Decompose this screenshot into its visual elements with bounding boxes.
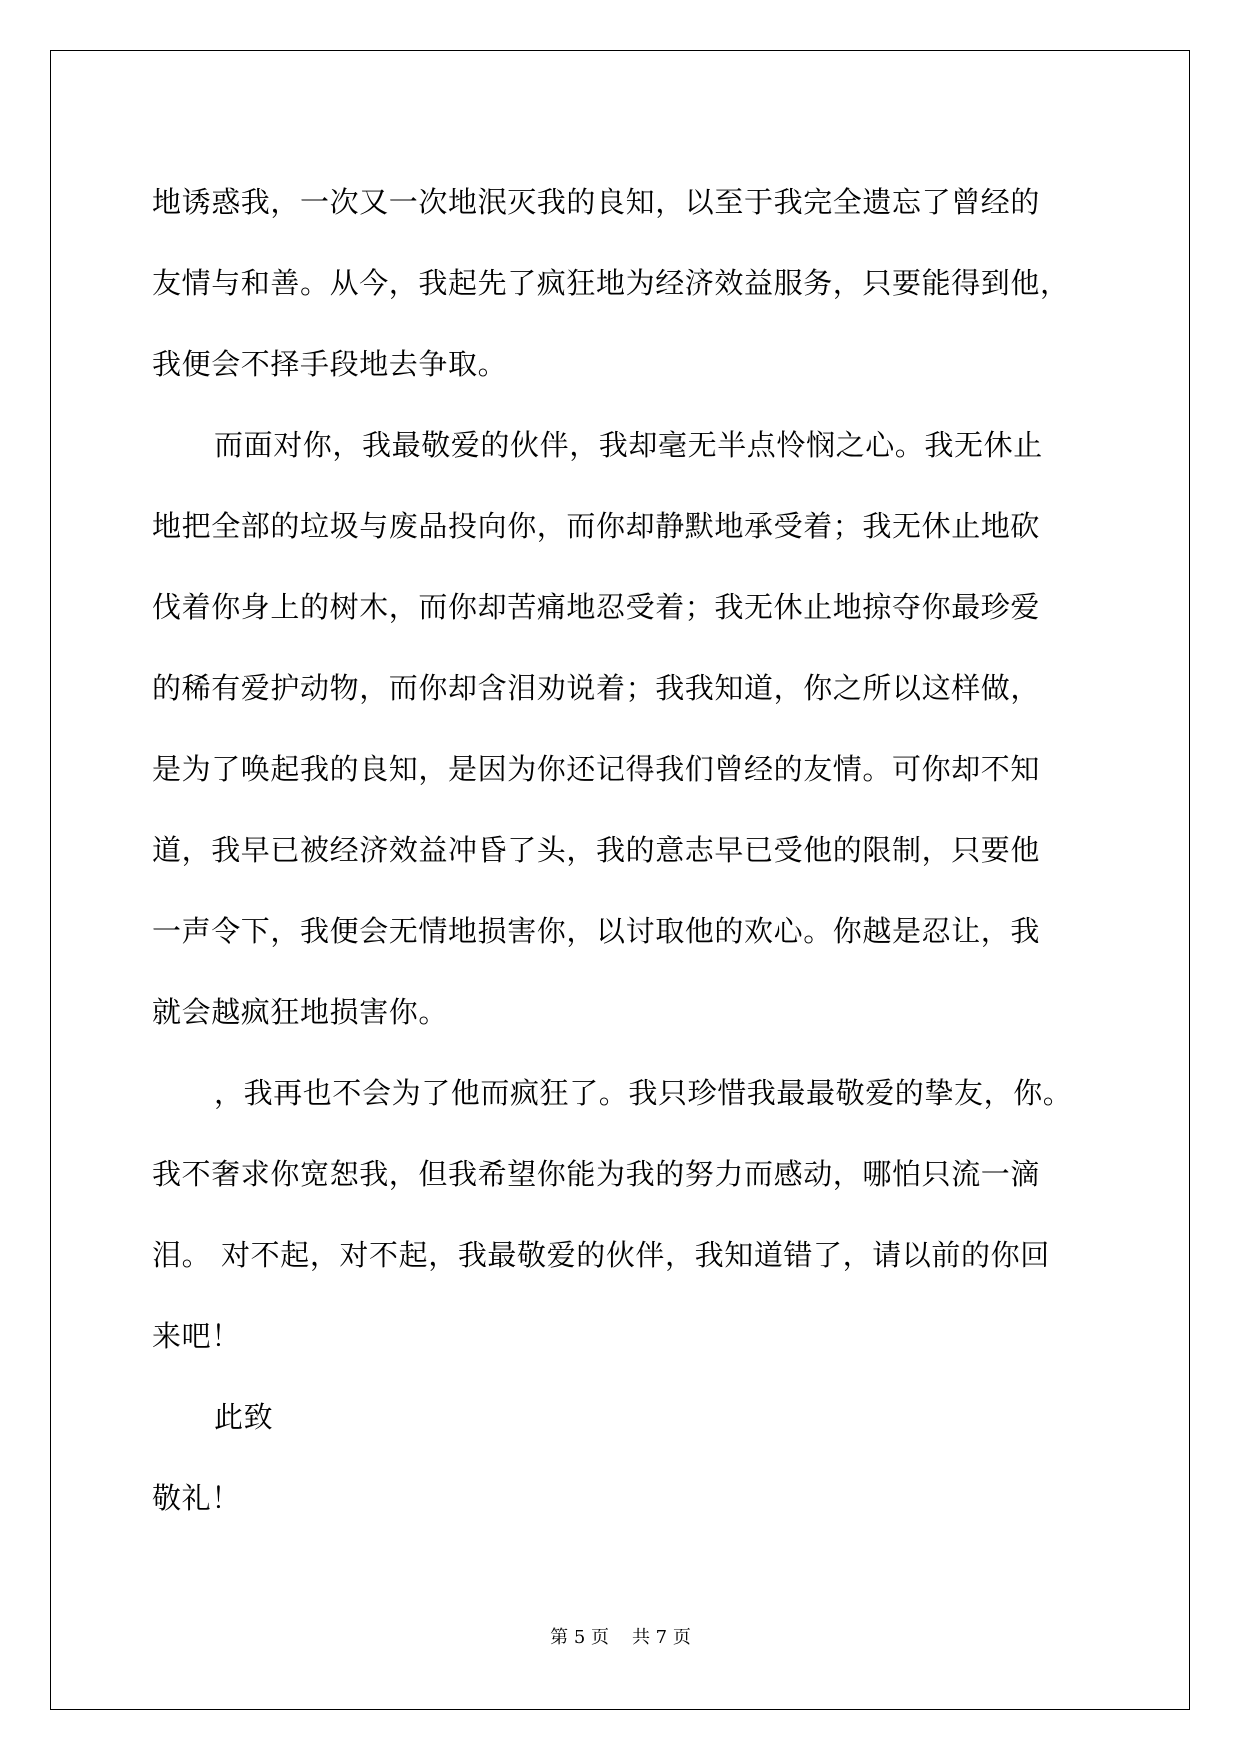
text-line: 的稀有爱护动物，而你却含泪劝说着；我我知道，你之所以这样做， bbox=[152, 671, 1041, 705]
letter-body bbox=[152, 162, 1092, 1539]
text-line: 是为了唤起我的良知，是因为你还记得我们曾经的友情。可你却不知 bbox=[152, 752, 1041, 786]
page-footer bbox=[0, 1623, 1241, 1649]
text-line: 来吧！ bbox=[152, 1319, 241, 1353]
text-line: 伐着你身上的树木，而你却苦痛地忍受着；我无休止地掠夺你最珍爱 bbox=[152, 590, 1041, 624]
text-line: 泪。 对不起，对不起，我最敬爱的伙伴，我知道错了，请以前的你回 bbox=[152, 1238, 1050, 1272]
closing-salutation: 此致 bbox=[214, 1400, 274, 1434]
text-line: 友情与和善。从今，我起先了疯狂地为经济效益服务，只要能得到他， bbox=[152, 266, 1070, 300]
text-line: 我不奢求你宽恕我，但我希望你能为我的努力而感动，哪怕只流一滴 bbox=[152, 1157, 1041, 1191]
text-line: 我便会不择手段地去争取。 bbox=[152, 347, 508, 381]
closing-regards: 敬礼！ bbox=[152, 1481, 241, 1515]
paragraph-start-line: ，我再也不会为了他而疯狂了。我只珍惜我最最敬爱的挚友，你。 bbox=[214, 1076, 1073, 1110]
page-total: 共 7 页 bbox=[631, 1627, 691, 1648]
page-number: 第 5 页 bbox=[550, 1627, 610, 1648]
text-line: 一声令下，我便会无情地损害你，以讨取他的欢心。你越是忍让，我 bbox=[152, 914, 1041, 948]
text-line: 地诱惑我，一次又一次地泯灭我的良知，以至于我完全遗忘了曾经的 bbox=[152, 185, 1041, 219]
text-line: 道，我早已被经济效益冲昏了头，我的意志早已受他的限制，只要他 bbox=[152, 833, 1041, 867]
text-line: 就会越疯狂地损害你。 bbox=[152, 995, 449, 1029]
text-line: 地把全部的垃圾与废品投向你，而你却静默地承受着；我无休止地砍 bbox=[152, 509, 1041, 543]
paragraph-start-line: 而面对你，我最敬爱的伙伴，我却毫无半点怜悯之心。我无休止 bbox=[214, 428, 1043, 462]
